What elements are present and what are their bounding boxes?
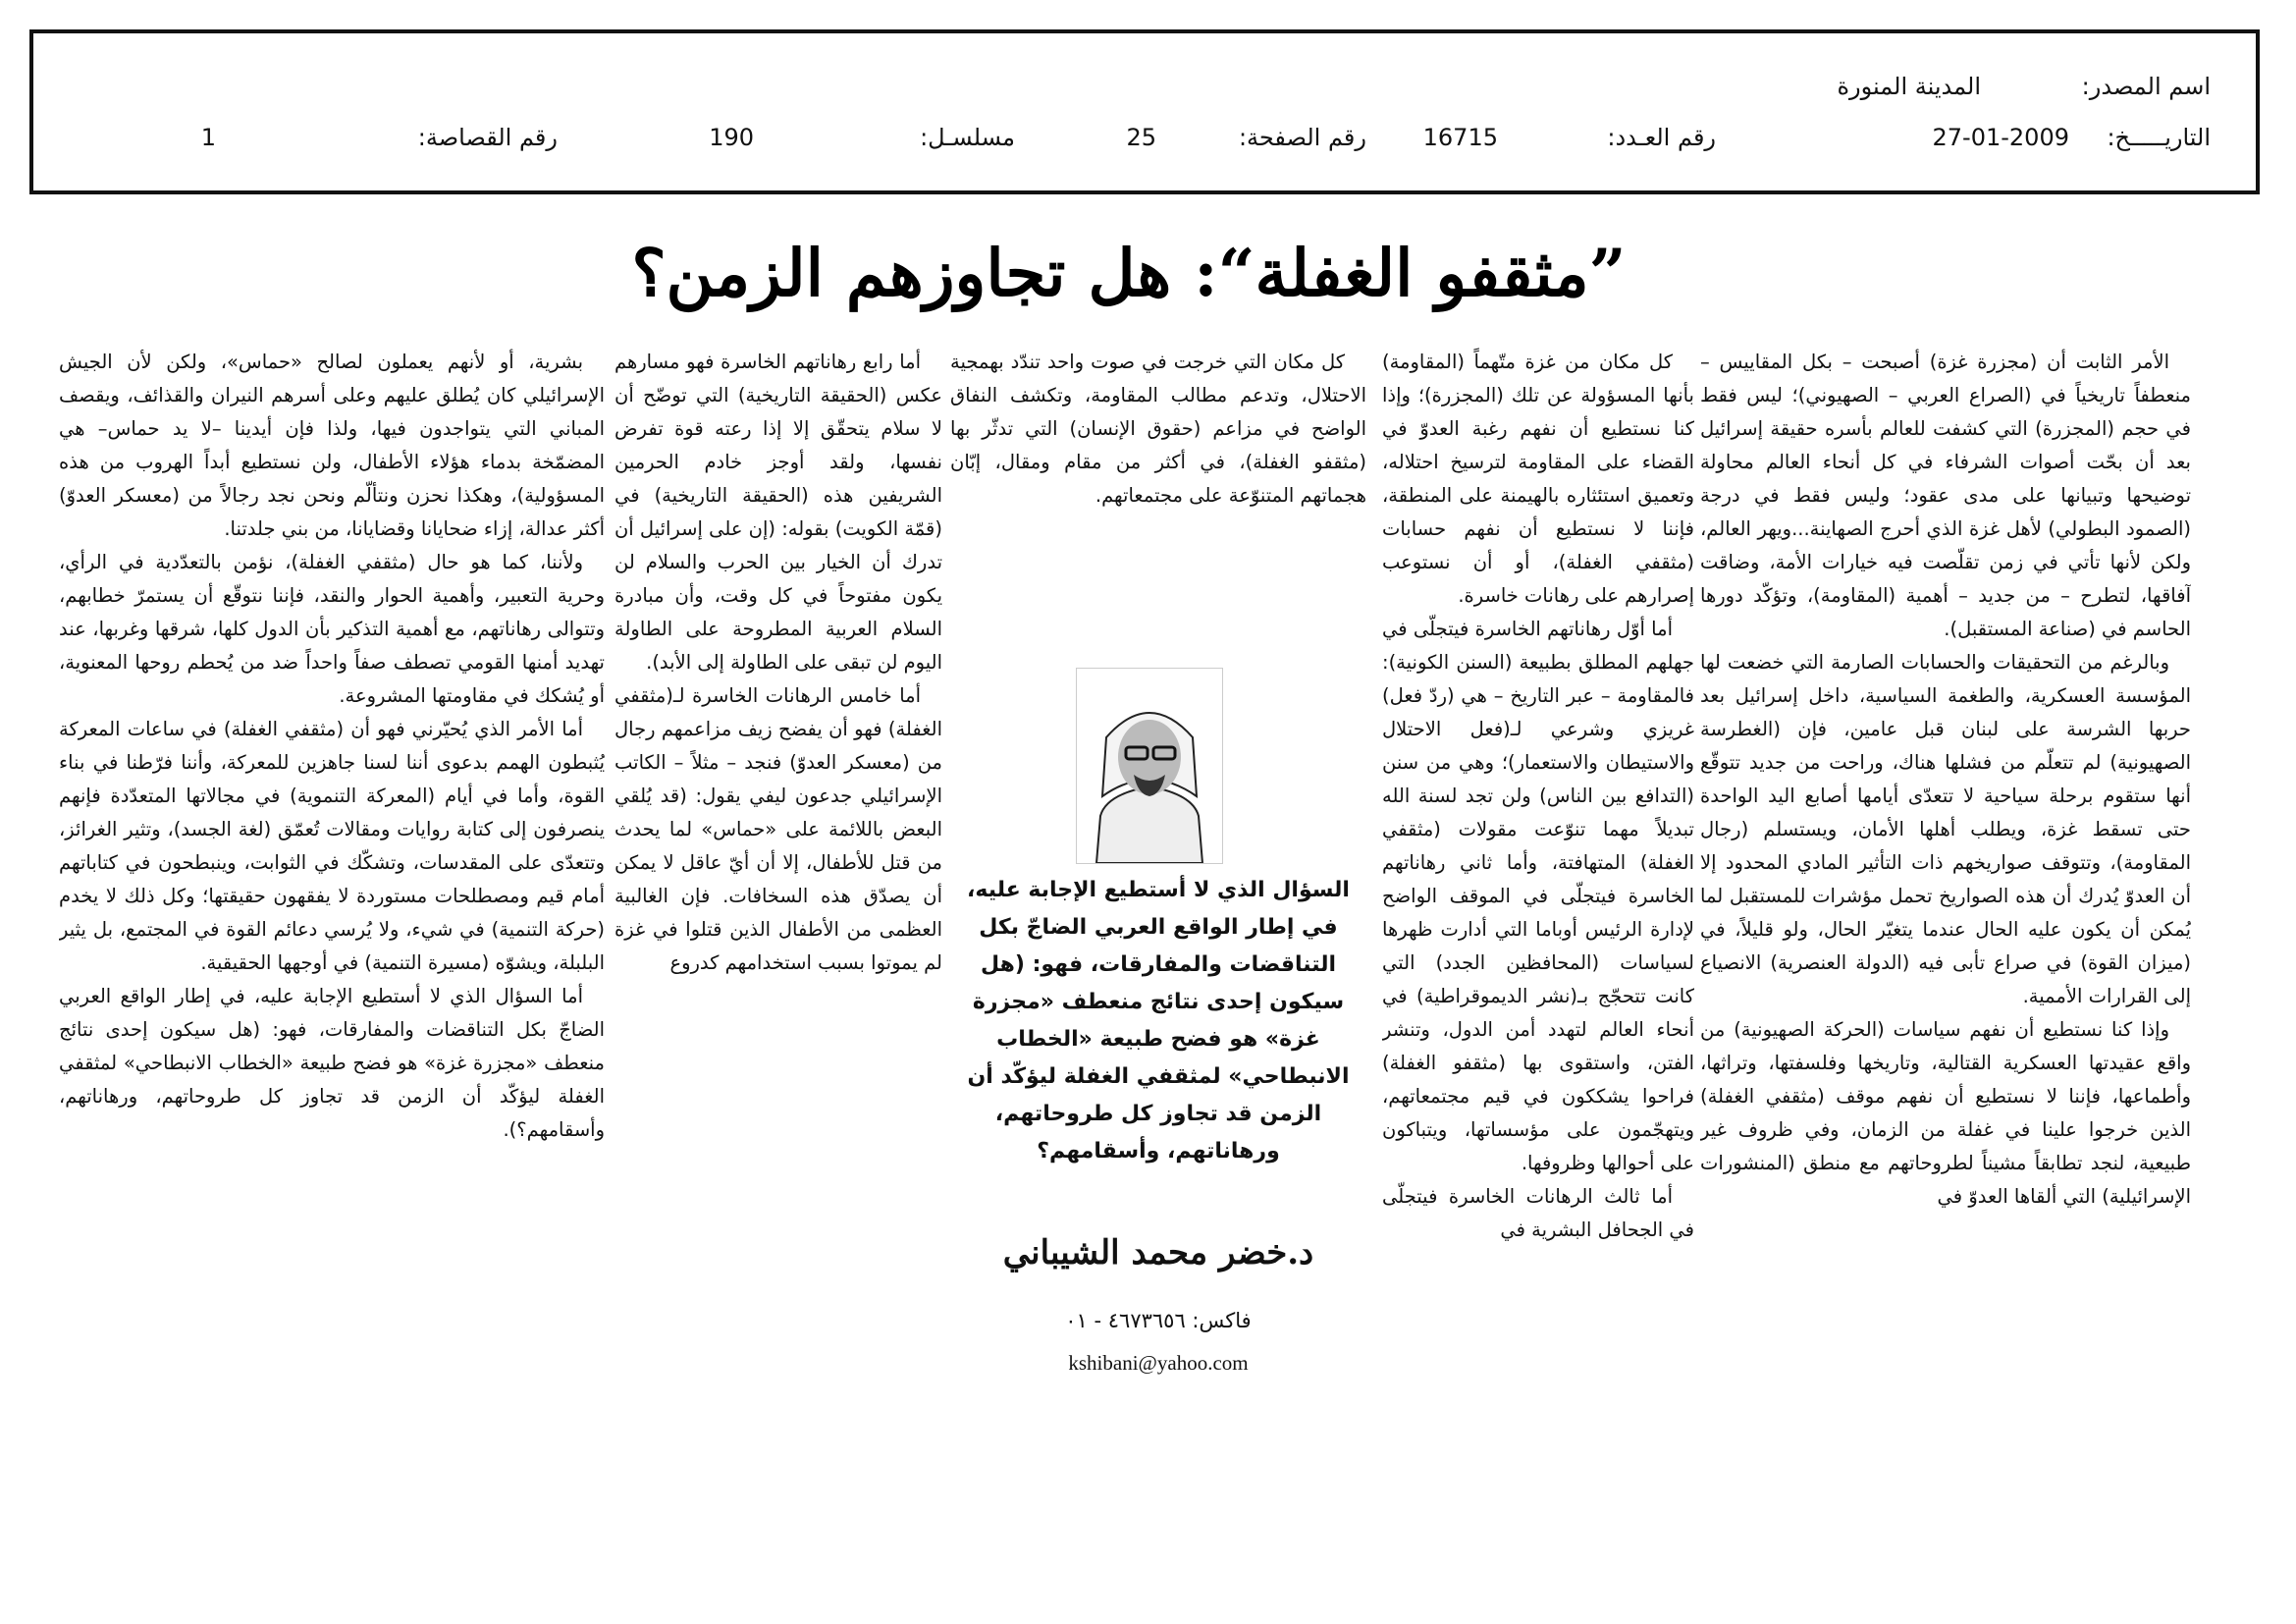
serial-label: مسلسـل: — [920, 124, 1015, 151]
author-byline: د.خضر محمد الشيباني — [1002, 1233, 1314, 1272]
page-label: رقم الصفحة: — [1238, 124, 1366, 151]
article-column-2 — [1382, 346, 1694, 1388]
article-paragraph: أما أوّل رهاناتهم الخاسرة فيتجلّى في جهلهم المطلق بطبيعة (السنن الكونية): فالمقاومة – عبر التاريخ – هي (ردّ فعل) غريزي وشرعي لـ(فعل الاحتلال والاستيطان والاستعمار)؛ وهي من سنن (التدافع بين الناس) ولن تجد لسنة الله تبديلاً مهما تنوّعت مقولات (مثقفي الغفلة) المتهافتة، وأما ثاني رهاناتهم الخاسرة فيتجلّى في الموقف الواضح لإدارة الرئيس أوباما التي أدارت ظهرها لسياسات (المحافظين الجدد) التي كانت تتحجّج بـ(نشر الديموقراطية) في أنحاء العالم لتهدد أمن الدول، وتنشر الفتن، واستقوى بها (مثقفو الغفلة) فراحوا يشككون في قيم مجتمعاتهم، ويتهجّمون على مؤسساتها، ويتباكون على أحوالها وظروفها. — [1382, 618, 1694, 1174]
pull-quote: السؤال الذي لا أستطيع الإجابة عليه، في إطار الواقع العربي الضاجّ بكل التناقضات والمفارقات، فهو: (هل سيكون إحدى نتائج منعطف «مجزرة غزة» هو فضح طبيعة «الخطاب الانبطاحي» لمثقفي الغفلة ليؤكّد أن الزمن قد تجاوز كل طروحاتهم، ورهاناتهم، وأسقامهم؟ — [967, 878, 1350, 1164]
article-column-3-top — [950, 346, 1366, 640]
author-fax: فاكس: ٤٦٧٣٦٥٦ - ٠١ — [1065, 1309, 1252, 1332]
date-value: 27-01-2009 — [1932, 124, 2069, 151]
page-value: 25 — [1126, 124, 1156, 151]
article-paragraph: كل مكان التي خرجت في صوت واحد تندّد بهمجية الاحتلال، وتدعم مطالب المقاومة، وتكشف النفاق الواضح في مزاعم (حقوق الإنسان) التي تدثّر بها (مثقفو الغفلة)، في أكثر من مقام ومقال، إبّان هجماتهم المتنوّعة على مجتمعاتهم. — [950, 351, 1366, 507]
clipping-label: رقم القصاصة: — [417, 124, 558, 151]
issue-value: 16715 — [1422, 124, 1498, 151]
author-photo — [1076, 668, 1223, 864]
date-label: التاريـــــخ: — [2107, 124, 2211, 151]
article-paragraph: ولأننا، كما هو حال (مثقفي الغفلة)، نؤمن بالتعدّدية في الرأي، وحرية التعبير، وأهمية الحوار والنقد، فإننا نتوقّع أن يستمرّ خطابهم، وتتوالى رهاناتهم، مع أهمية التذكير بأن الدول كلها، شرقها وغربها، عند تهديد أمنها القومي تصطف صفاً واحداً ضد من يُحطم روحها المعنوية، أو يُشكك في مقاومتها المشروعة. — [59, 551, 605, 707]
article-column-4 — [614, 346, 942, 1388]
article-paragraph: بشرية، أو لأنهم يعملون لصالح «حماس»، ولكن لأن الجيش الإسرائيلي كان يُطلق عليهم وعلى أسرهم النيران والقذائف، ويقصف المباني التي يتواجدون فيها، ولذا فإن أيدينا –لا يد حماس– هي المضمّخة بدماء هؤلاء الأطفال، ولن نستطيع أبداً الهروب من هذه المسؤولية)، وهكذا نحزن ونتألّم ونحن نجد رجالاً من (معسكر العدوّ) أكثر عدالة، إزاء ضحايانا وقضايانا، من بني جلدتنا. — [59, 351, 605, 540]
issue-label: رقم العـدد: — [1607, 124, 1716, 151]
source-value: المدينة المنورة — [1837, 73, 1981, 100]
article-paragraph: أما رابع رهاناتهم الخاسرة فهو مسارهم عكس (الحقيقة التاريخية) التي توضّح أن لا سلام يتحقّق إلا إذا رعته قوة تفرض نفسها، ولقد أوجز خادم الحرمين الشريفين هذه (الحقيقة التاريخية) في (قمّة الكويت) بقوله: (إن على إسرائيل أن تدرك أن الخيار بين الحرب والسلام لن يكون مفتوحاً في كل وقت، وأن مبادرة السلام العربية المطروحة على الطاولة اليوم لن تبقى على الطاولة إلى الأبد). — [614, 351, 942, 674]
article-paragraph: الأمر الثابت أن (مجزرة غزة) أصبحت – بكل المقاييس – منعطفاً تاريخياً في (الصراع العربي – الصهيوني)؛ ليس فقط في حجم (المجزرة) التي كشفت للعالم بأسره حقيقة إسرائيل بعد أن بحّت أصوات الشرفاء في كل أنحاء العالم محاولة توضيحها وتبيانها على مدى عقود؛ وليس فقط في درجة (الصمود البطولي) لأهل غزة الذي أحرج الصهاينة...ويهر العالم، ولكن لأنها تأتي في زمن تقلّصت فيه خيارات الأمة، وضاقت آفاقها، لتطرح – من جديد – أهمية (المقاومة)، وتؤكّد دورها الحاسم في (صناعة المستقبل). — [1700, 351, 2191, 640]
article-paragraph: وبالرغم من التحقيقات والحسابات الصارمة التي خضعت لها المؤسسة العسكرية، والطغمة السياسية، داخل إسرائيل بعد حربها الشرسة على لبنان قبل عامين، فإن (الغطرسة الصهيونية) لم تتعلّم من فشلها هناك، وراحت من جديد تتوقّع أنها ستقوم برحلة سياحية لا تتعدّى أيامها أصابع اليد الواحدة حتى تسقط غزة، ويطلب أهلها الأمان، ويستسلم (رجال المقاومة)، وتتوقف صواريخهم ذات التأثير المادي المحدود إلا أن العدوّ يُدرك أن هذه الصواريخ تحمل مؤشرات للمستقبل لما يُمكن أن يكون عليه الحال عندما يتغيّر الحال، ولو قليلاً، في (ميزان القوة) في صراع تأبى فيه (الدولة العنصرية) الانصياع إلى القرارات الأممية. — [1700, 651, 2191, 1007]
article-paragraph: أما ثالث الرهانات الخاسرة فيتجلّى في الجحافل البشرية في — [1382, 1185, 1694, 1241]
article-paragraph: أما الأمر الذي يُحيّرني فهو أن (مثقفي الغفلة) في ساعات المعركة يُثبطون الهمم بدعوى أننا لسنا جاهزين للمعركة، وأننا فرّطنا في بناء القوة، وأما في أيام (المعركة التنموية) في مجالاتها المتعدّدة فإنهم ينصرفون إلى كتابة روايات ومقالات تُعمّق (لغة الجسد)، وتثير الغرائز، وتتعدّى على المقدسات، وتشكّك في الثوابت، وينبطحون في كتاباتهم أمام قيم ومصطلحات مستوردة لا يفقهون حقيقتها؛ وكل ذلك لا يخدم (حركة التنمية) في شيء، ولا يُرسي دعائم القوة في المجتمع، بل يثير البلبلة، ويشوّه (مسيرة التنمية) في أوجهها الحقيقية. — [59, 718, 605, 974]
article-column-5 — [59, 346, 605, 1388]
article-column-1 — [1700, 346, 2191, 1388]
clipping-value: 1 — [200, 124, 216, 151]
article-paragraph: أما خامس الرهانات الخاسرة لـ(مثقفي الغفلة) فهو أن يفضح زيف مزاعمهم رجال من (معسكر العدوّ) فنجد – مثلاً – الكاتب الإسرائيلي جدعون ليفي يقول: (قد يُلقي البعض باللائمة على «حماس» لما يحدث من قتل للأطفال، إلا أن أيّ عاقل لا يمكن أن يصدّق هذه السخافات. فإن الغالبية العظمى من الأطفال الذين قتلوا في غزة لم يموتوا بسبب استخدامهم كدروع — [614, 684, 942, 974]
article-paragraph: كل مكان من غزة متّهماً (المقاومة) بأنها المسؤولة عن تلك (المجزرة)؛ وإذا كنا نستطيع أن نفهم رغبة العدوّ في القضاء على المقاومة لترسيخ احتلاله، وتعميق استئثاره بالهيمنة على المنطقة، فإننا لا نستطيع أن نفهم حسابات (مثقفي الغفلة)، أو أن نستوعب إصرارهم على رهانات خاسرة. — [1382, 351, 1694, 607]
article-paragraph: وإذا كنا نستطيع أن نفهم سياسات (الحركة الصهيونية) من واقع عقيدتها العسكرية القتالية، وتاريخها وفلسفتها، وتراثها، وأطماعها، فإننا لا نستطيع أن نفهم موقف (مثقفي الغفلة) الذين خرجوا علينا في غفلة من الزمان، وفي ظروف غير طبيعية، لنجد تطابقاً مشيناً لطروحاتهم مع منطق (المنشورات الإسرائيلية) التي ألقاها العدوّ في — [1700, 1018, 2191, 1208]
clipping-info-box — [29, 29, 2260, 194]
article-paragraph: أما السؤال الذي لا أستطيع الإجابة عليه، في إطار الواقع العربي الضاجّ بكل التناقضات والمفارقات، فهو: (هل سيكون إحدى نتائج منعطف «مجزرة غزة» هو فضح طبيعة «الخطاب الانبطاحي» لمثقفي الغفلة ليؤكّد أن الزمن قد تجاوز كل طروحاتهم، ورهاناتهم، وأسقامهم؟). — [59, 985, 605, 1141]
author-email: kshibani@yahoo.com — [1068, 1351, 1249, 1375]
serial-value: 190 — [709, 124, 754, 151]
source-label: اسم المصدر: — [2081, 73, 2211, 100]
author-portrait-image — [1077, 669, 1222, 863]
article-title: ”مثقفو الغفلة“: هل تجاوزهم الزمن؟ — [631, 235, 1627, 311]
